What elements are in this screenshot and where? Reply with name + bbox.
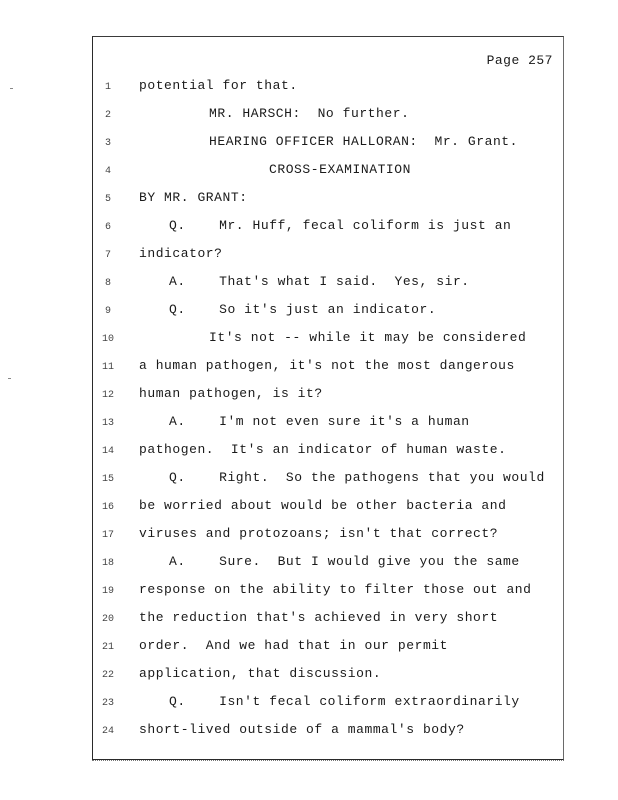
line-number: 13	[101, 418, 114, 429]
scan-speck	[8, 378, 11, 379]
transcript-line	[93, 190, 563, 212]
line-number: 15	[101, 474, 114, 485]
transcript-line	[93, 414, 563, 436]
transcript-line	[93, 358, 563, 380]
line-text: Q. Isn't fecal coliform extraordinarily	[169, 694, 520, 709]
line-text: It's not -- while it may be considered	[209, 330, 527, 345]
transcript-line	[93, 302, 563, 324]
transcript-line	[93, 442, 563, 464]
line-text: Q. Mr. Huff, fecal coliform is just an	[169, 218, 512, 233]
transcript-line	[93, 526, 563, 548]
line-text: response on the ability to filter those out and	[139, 582, 532, 597]
transcript-line	[93, 694, 563, 716]
bottom-rule	[92, 760, 564, 761]
line-number: 14	[101, 446, 114, 457]
transcript-line	[93, 246, 563, 268]
line-text: application, that discussion.	[139, 666, 382, 681]
line-text: Q. Right. So the pathogens that you would	[169, 470, 545, 485]
transcript-page	[92, 36, 564, 760]
line-number: 21	[101, 642, 114, 653]
line-number: 19	[101, 586, 114, 597]
transcript-line	[93, 386, 563, 408]
line-number: 6	[104, 222, 111, 233]
line-text: Q. So it's just an indicator.	[169, 302, 437, 317]
line-number: 23	[101, 698, 114, 709]
transcript-line	[93, 330, 563, 352]
page-number: Page 257	[486, 53, 553, 68]
transcript-line	[93, 610, 563, 632]
line-number: 4	[104, 166, 111, 177]
transcript-line	[93, 666, 563, 688]
line-text: BY MR. GRANT:	[139, 190, 248, 205]
line-number: 3	[104, 138, 111, 149]
line-number: 7	[104, 250, 111, 261]
line-number: 18	[101, 558, 114, 569]
line-number: 16	[101, 502, 114, 513]
transcript-line	[93, 162, 563, 184]
line-text: potential for that.	[139, 78, 298, 93]
transcript-line	[93, 554, 563, 576]
transcript-line	[93, 134, 563, 156]
line-number: 2	[104, 110, 111, 121]
transcript-line	[93, 722, 563, 744]
line-number: 24	[101, 726, 114, 737]
transcript-line	[93, 274, 563, 296]
line-number: 12	[101, 390, 114, 401]
line-text: pathogen. It's an indicator of human waste.	[139, 442, 507, 457]
line-text: MR. HARSCH: No further.	[209, 106, 410, 121]
line-text: CROSS-EXAMINATION	[269, 162, 411, 177]
transcript-line	[93, 470, 563, 492]
line-text: A. Sure. But I would give you the same	[169, 554, 520, 569]
line-text: indicator?	[139, 246, 223, 261]
line-number: 9	[104, 306, 111, 317]
line-number: 1	[104, 82, 111, 93]
line-text: be worried about would be other bacteria and	[139, 498, 507, 513]
line-text: order. And we had that in our permit	[139, 638, 448, 653]
line-text: A. I'm not even sure it's a human	[169, 414, 470, 429]
line-text: human pathogen, is it?	[139, 386, 323, 401]
line-number: 11	[101, 362, 114, 373]
transcript-line	[93, 582, 563, 604]
transcript-line	[93, 498, 563, 520]
transcript-line	[93, 78, 563, 100]
transcript-line	[93, 638, 563, 660]
transcript-line	[93, 106, 563, 128]
transcript-line	[93, 218, 563, 240]
line-number: 10	[101, 334, 114, 345]
line-number: 5	[104, 194, 111, 205]
line-text: viruses and protozoans; isn't that correct?	[139, 526, 499, 541]
line-text: short-lived outside of a mammal's body?	[139, 722, 465, 737]
line-number: 20	[101, 614, 114, 625]
line-text: a human pathogen, it's not the most dangerous	[139, 358, 515, 373]
line-number: 17	[101, 530, 114, 541]
scan-speck	[10, 88, 13, 89]
line-text: HEARING OFFICER HALLORAN: Mr. Grant.	[209, 134, 518, 149]
line-text: the reduction that's achieved in very short	[139, 610, 499, 625]
line-number: 22	[101, 670, 114, 681]
line-text: A. That's what I said. Yes, sir.	[169, 274, 470, 289]
line-number: 8	[104, 278, 111, 289]
